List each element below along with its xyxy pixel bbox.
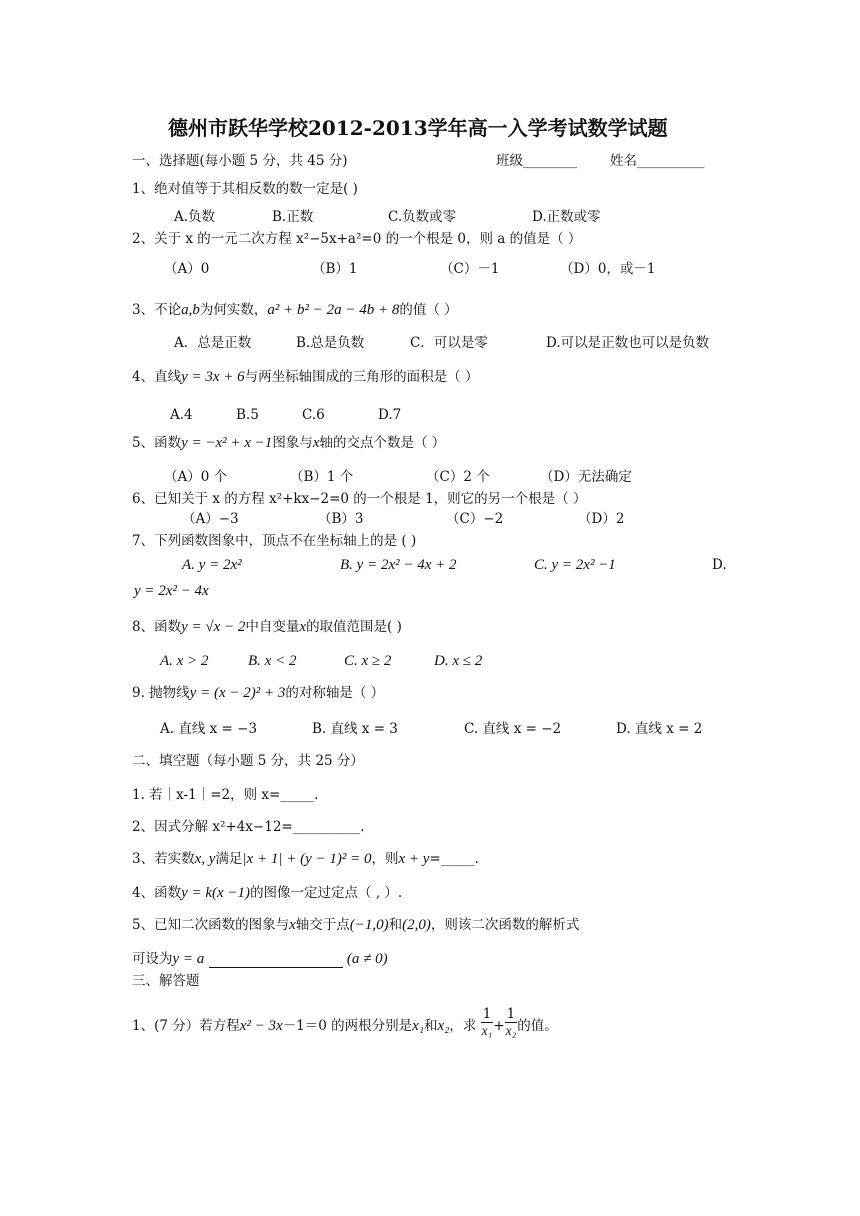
- question-2-stem: 2、关于 x 的一元二次方程 x²−5x+a²=0 的一个根是 0，则 a 的值是（ ）: [132, 231, 582, 247]
- q8-option-d: D. x ≤ 2: [434, 653, 483, 669]
- q7-option-a: A. y = 2x²: [182, 557, 242, 573]
- page-title: 德州市跃华学校2012-2013学年高一入学考试数学试题: [168, 116, 668, 140]
- q5-option-a: （A）0 个: [164, 469, 228, 485]
- name-field[interactable]: 姓名__________: [610, 153, 705, 169]
- q1-option-a: A.负数: [174, 209, 216, 225]
- f3-vars: x, y: [194, 851, 216, 867]
- f5-point-1: (−1,0): [349, 917, 389, 933]
- f5-and: 和: [388, 917, 403, 933]
- f4-pre: 4、函数: [132, 885, 182, 901]
- q8-stem-pre: 8、函数: [132, 619, 182, 635]
- q6-option-d: （D）2: [578, 511, 625, 527]
- q5-var: x: [312, 435, 320, 451]
- question-3-stem: [132, 301, 458, 319]
- question-4-stem: [132, 368, 478, 386]
- q2-option-c: （C）－1: [440, 261, 500, 277]
- f3-expression: |x + 1| + (y − 1)² = 0: [242, 851, 372, 867]
- solve-question-1: [132, 1006, 558, 1043]
- q9-stem-pre: 9. 抛物线: [132, 685, 190, 701]
- q6-option-c: （C）−2: [446, 511, 504, 527]
- q9-option-a: A. 直线 x = −3: [160, 721, 258, 737]
- f3-post: ，则: [371, 851, 399, 867]
- q1-option-d: D.正数或零: [532, 209, 601, 225]
- q4-option-b: B.5: [236, 407, 259, 423]
- s3q1-ask: ，求: [449, 1018, 477, 1034]
- q6-option-b: （B）3: [318, 511, 364, 527]
- section1-heading: 一、选择题(每小题 5 分，共 45 分): [132, 153, 348, 169]
- q8-option-b: B. x < 2: [248, 653, 297, 669]
- q2-option-b: （B）1: [312, 261, 358, 277]
- q5-stem-post: 轴的交点个数是（ ）: [319, 435, 446, 451]
- q4-option-c: C.6: [302, 407, 325, 423]
- q1-option-b: B.正数: [272, 209, 314, 225]
- s3q1-x2: x₂: [437, 1018, 450, 1034]
- q3-stem-mid: 为何实数，: [199, 302, 268, 318]
- fill-question-4: [132, 884, 402, 902]
- f5-answer-blank[interactable]: [209, 953, 343, 968]
- fill-question-5-line2: [132, 950, 388, 968]
- q7-option-d-expression: y = 2x² − 4x: [134, 583, 209, 599]
- f5-var: x: [289, 917, 296, 933]
- q9-stem-post: 的对称轴是（ ）: [285, 685, 385, 701]
- f5-line2-pre: 可设为: [132, 951, 173, 967]
- fraction-1-over-x2: $\frac{1}{\text{x₂}}$: [505, 1006, 517, 1038]
- q4-option-a: A.4: [170, 407, 193, 423]
- f5-line2-expression: y = a: [172, 951, 205, 967]
- q7-option-d: D.: [712, 557, 727, 573]
- q5-expression: y = −x² + x −1: [181, 435, 273, 451]
- question-8-stem: [132, 618, 402, 636]
- f5-line1-mid: 轴交于点: [295, 917, 350, 933]
- q8-option-a: A. x > 2: [160, 653, 209, 669]
- fill-question-3: [132, 850, 479, 868]
- q4-option-d: D.7: [378, 407, 402, 423]
- fill-question-5-line1: [132, 916, 579, 934]
- q9-option-d: D. 直线 x = 2: [616, 721, 703, 737]
- fill-question-1: 1. 若｜x-1｜=2，则 x=_____.: [132, 787, 319, 803]
- fill-question-2: 2、因式分解 x²+4x−12=__________.: [132, 819, 365, 835]
- q8-var: x: [299, 619, 307, 635]
- q8-option-c: C. x ≥ 2: [344, 653, 392, 669]
- q4-stem-post: 与两坐标轴围成的三角形的面积是（ ）: [244, 369, 479, 385]
- question-7-stem: 7、下列函数图象中，顶点不在坐标轴上的是 ( ): [132, 533, 417, 549]
- q4-expression: y = 3x + 6: [181, 369, 245, 385]
- class-field[interactable]: 班级________: [496, 153, 577, 169]
- q9-option-c: C. 直线 x = −2: [464, 721, 562, 737]
- q5-option-d: （D）无法确定: [540, 469, 632, 485]
- f5-point-2: (2,0): [402, 917, 431, 933]
- q5-stem-pre: 5、函数: [132, 435, 182, 451]
- q5-option-b: （B）1 个: [290, 469, 354, 485]
- question-6-stem: 6、已知关于 x 的方程 x²+kx−2=0 的一个根是 1，则它的另一个根是（ ）: [132, 491, 587, 507]
- f5-line1-pre: 5、已知二次函数的图象与: [132, 917, 290, 933]
- q3-option-a: A．总是正数: [174, 335, 252, 351]
- q2-option-a: （A）0: [164, 261, 210, 277]
- q1-option-c: C.负数或零: [388, 209, 457, 225]
- q3-option-c: C．可以是零: [410, 335, 488, 351]
- q2-option-d: （D）0，或－1: [560, 261, 656, 277]
- q8-stem-mid: 中自变量: [245, 619, 300, 635]
- q4-stem-pre: 4、直线: [132, 369, 182, 385]
- q7-option-b: B. y = 2x² − 4x + 2: [340, 557, 457, 573]
- q9-expression: y = (x − 2)² + 3: [189, 685, 286, 701]
- q8-expression: y = √x − 2: [181, 619, 246, 635]
- q3-stem-post: 的值（ ）: [399, 302, 458, 318]
- fraction-1-over-x1: $\frac{1}{\text{x₁}}$: [481, 1006, 493, 1038]
- question-5-stem: [132, 434, 445, 452]
- s3q1-x1: x₁: [412, 1018, 425, 1034]
- q3-vars: a,b: [181, 302, 200, 318]
- q3-expression: a² + b² − 2a − 4b + 8: [267, 302, 400, 318]
- q8-stem-post: 的取值范围是( ): [306, 619, 402, 635]
- f4-post: 的图像一定过定点（ , ）.: [250, 885, 403, 901]
- q7-option-c: C. y = 2x² −1: [534, 557, 616, 573]
- q6-option-a: （A）−3: [182, 511, 239, 527]
- s3q1-pre: 1、(7 分）若方程: [132, 1018, 240, 1034]
- q3-option-b: B.总是负数: [296, 335, 365, 351]
- s3q1-post: 的值。: [517, 1018, 558, 1034]
- q5-stem-mid: 图象与: [272, 435, 313, 451]
- section2-heading: 二、填空题（每小题 5 分，共 25 分）: [132, 753, 364, 769]
- f5-line1-post: ，则该二次函数的解析式: [430, 917, 580, 933]
- question-1-stem: 1、绝对值等于其相反数的数一定是( ): [132, 181, 358, 197]
- q3-stem-pre: 3、不论: [132, 302, 182, 318]
- q9-option-b: B. 直线 x = 3: [312, 721, 398, 737]
- s3q1-expression: x² − 3x: [239, 1018, 283, 1034]
- s3q1-plus: +: [493, 1018, 505, 1034]
- q3-option-d: D.可以是正数也可以是负数: [546, 335, 710, 351]
- f5-line2-post: (a ≠ 0): [346, 951, 388, 967]
- f3-pre: 3、若实数: [132, 851, 195, 867]
- f3-mid: 满足: [215, 851, 243, 867]
- s3q1-and: 和: [424, 1018, 438, 1034]
- s3q1-mid: －1＝0 的两根分别是: [282, 1018, 413, 1034]
- q5-option-c: （C）2 个: [426, 469, 490, 485]
- section3-heading: 三、解答题: [132, 973, 200, 989]
- f3-end: =_____.: [429, 851, 479, 867]
- f3-expression-2: x + y: [398, 851, 430, 867]
- f4-expression: y = k(x −1): [181, 885, 251, 901]
- question-9-stem: [132, 684, 384, 702]
